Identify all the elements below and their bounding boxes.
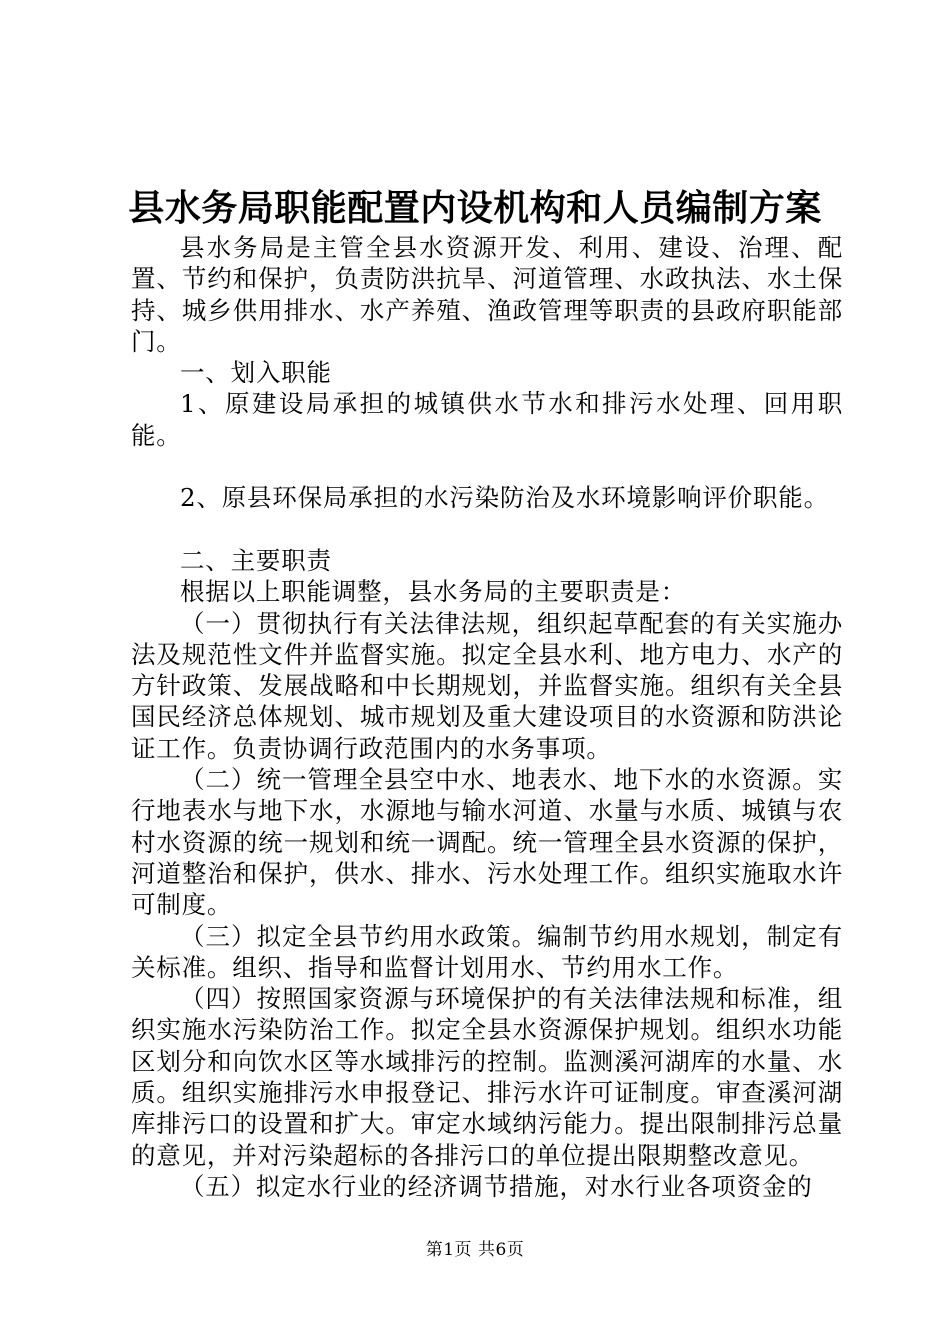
section-heading-2: 二、主要职责: [180, 545, 332, 575]
paragraph-intro: 县水务局是主管全县水资源开发、利用、建设、治理、配置、节约和保护，负责防洪抗旱、河道管理、水政执法、水土保持、城乡供用排水、水产养殖、渔政管理等职责的县政府职能部门。: [131, 233, 843, 356]
list-item-2: 2、原县环保局承担的水污染防治及水环境影响评价职能。: [180, 483, 829, 513]
list-item-1: 1、原建设局承担的城镇供水节水和排污水处理、回用职能。: [131, 389, 843, 450]
document-title: 县水务局职能配置内设机构和人员编制方案: [128, 187, 822, 229]
paragraph-lead: 根据以上职能调整，县水务局的主要职责是：: [180, 577, 686, 607]
duty-item-2: （二）统一管理全县空中水、地表水、地下水的水资源。实行地表水与地下水，水源地与输水河道、水量与水质、城镇与农村水资源的统一规划和统一调配。统一管理全县水资源的保护，河道整治和保护，供水、排水、污水处理工作。组织实施取水许可制度。: [131, 765, 843, 920]
duty-item-5: （五）拟定水行业的经济调节措施，对水行业各项资金的: [180, 1171, 813, 1201]
duty-item-1: （一）贯彻执行有关法律法规，组织起草配套的有关实施办法及规范性文件并监督实施。拟定全县水利、地方电力、水产的方针政策、发展战略和中长期规划，并监督实施。组织有关全县国民经济总体规划、城市规划及重大建设项目的水资源和防洪论证工作。负责协调行政范围内的水务事项。: [131, 608, 843, 763]
duty-item-3: （三）拟定全县节约用水政策。编制节约用水规划，制定有关标准。组织、指导和监督计划用水、节约用水工作。: [131, 921, 843, 982]
duty-item-4: （四）按照国家资源与环境保护的有关法律法规和标准，组织实施水污染防治工作。拟定全县水资源保护规划。组织水功能区划分和向饮水区等水域排污的控制。监测溪河湖库的水量、水质。组织实施排污水申报登记、排污水许可证制度。审查溪河湖库排污口的设置和扩大。审定水域纳污能力。提出限制排污总量的意见，并对污染超标的各排污口的单位提出限期整改意见。: [131, 984, 843, 1170]
document-body: [131, 232, 843, 1202]
section-heading-1: 一、划入职能: [180, 358, 332, 388]
page-footer: 第1页 共6页: [425, 1240, 525, 1260]
